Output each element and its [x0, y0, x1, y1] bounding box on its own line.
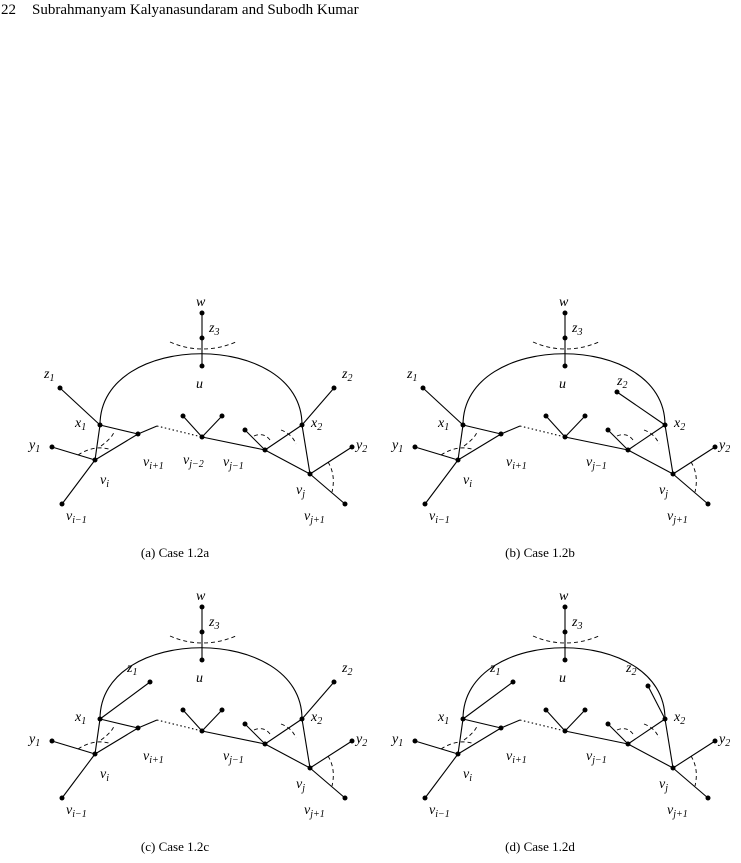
- edge-vjm2-leaf1: [546, 416, 565, 437]
- vertex-extra-3: [220, 708, 225, 713]
- edge-vi-vim1: [425, 754, 458, 798]
- vertex-extra-4: [243, 428, 248, 433]
- edge-x1-z1: [100, 682, 150, 719]
- vertex-label: $y_1$: [392, 438, 404, 455]
- vertex-vip1: [136, 726, 141, 731]
- vertex-label: $z_1$: [44, 367, 55, 384]
- edge-vjm2-leaf2: [202, 416, 222, 437]
- graph-edges: [50, 605, 355, 801]
- vertex-label: $v_{j+1}$: [304, 803, 325, 820]
- dashed-angle-x1: [464, 726, 477, 740]
- vertex-u: [200, 364, 205, 369]
- edge-x2-z2: [302, 682, 334, 719]
- edge-x2-z2: [302, 388, 334, 425]
- vertex-label: $y_2$: [356, 732, 368, 749]
- vertex-extra-6: [332, 386, 337, 391]
- dashed-angle-vi: [441, 742, 475, 749]
- vertex-vj: [308, 766, 313, 771]
- edge-vi-vim1: [425, 460, 458, 504]
- dashed-angle-z3: [170, 636, 236, 643]
- vertex-y1: [413, 445, 418, 450]
- dashed-angle-vjm1: [254, 729, 270, 734]
- vertex-x2: [300, 717, 305, 722]
- vertex-w: [563, 605, 568, 610]
- vertex-label: $v_{i-1}$: [429, 803, 450, 820]
- vertex-label: $v_j$: [296, 777, 305, 794]
- edge-vi-vim1: [62, 754, 95, 798]
- vertex-label: $x_2$: [674, 416, 686, 433]
- edge-vjm2-vjm1: [202, 437, 265, 450]
- vertex-vjp1: [343, 796, 348, 801]
- edge-vj-y2: [673, 447, 715, 474]
- edge-vj-y2: [310, 741, 352, 768]
- edge-vi-vim1: [62, 460, 95, 504]
- vertex-label: $z_3$: [572, 615, 583, 632]
- vertex-label: $z_1$: [127, 661, 138, 678]
- vertex-w: [563, 311, 568, 316]
- vertex-vi: [93, 752, 98, 757]
- figure-caption: (d) Case 1.2d: [505, 839, 575, 854]
- edge-vi1-stub: [138, 720, 157, 728]
- edge-x1-vi1: [463, 425, 501, 434]
- vertex-label: $v_i$: [100, 473, 109, 490]
- edge-vjm2-leaf2: [565, 416, 585, 437]
- vertex-label: $v_{j-1}$: [223, 455, 244, 472]
- edge-vi-vi1: [95, 434, 138, 460]
- vertex-x2: [300, 423, 305, 428]
- dashed-angle-x1: [101, 432, 114, 446]
- edge-x1-vi: [95, 719, 100, 754]
- dashed-angle-z3: [533, 636, 599, 643]
- vertex-label: w: [196, 589, 206, 604]
- vertex-x1: [461, 423, 466, 428]
- vertex-extra-3: [220, 414, 225, 419]
- edge-x1-vi1: [463, 719, 501, 728]
- vertex-label: $z_2$: [342, 661, 353, 678]
- vertex-vim1: [60, 796, 65, 801]
- vertex-z3: [563, 630, 568, 635]
- vertex-extra-4: [243, 722, 248, 727]
- vertex-x1: [98, 423, 103, 428]
- vertex-label: $v_j$: [659, 777, 668, 794]
- edge-x1-vi: [458, 719, 463, 754]
- edge-vi1-stub: [501, 426, 520, 434]
- edge-vi1-stub: [138, 426, 157, 434]
- vertex-extra-5: [148, 680, 153, 685]
- vertex-vip1: [136, 432, 141, 437]
- edge-vjm1-x2: [628, 425, 665, 450]
- figure-caption: (b) Case 1.2b: [505, 545, 575, 560]
- vertex-u: [563, 658, 568, 663]
- vertex-vi: [456, 458, 461, 463]
- vertex-label: w: [559, 295, 569, 310]
- vertex-y1: [413, 739, 418, 744]
- vertex-label: u: [559, 671, 566, 686]
- edge-vjm2-vjm1: [202, 731, 265, 744]
- vertex-label: $x_2$: [311, 416, 323, 433]
- vertex-vjp1: [706, 502, 711, 507]
- vertex-label: $x_1$: [75, 416, 87, 433]
- vertex-label: $v_{j-1}$: [586, 749, 607, 766]
- vertex-label: $z_2$: [626, 661, 637, 678]
- edge-vi-y1: [415, 447, 458, 460]
- panel-case-1-2a: [27, 295, 367, 560]
- vertex-extra-1: [263, 448, 268, 453]
- vertex-label: $z_3$: [209, 615, 220, 632]
- edge-x2-vj: [302, 719, 310, 768]
- vertex-extra-2: [181, 414, 186, 419]
- edge-vjm2-leaf1: [546, 710, 565, 731]
- vertex-vj: [308, 472, 313, 477]
- vertex-vim1: [423, 796, 428, 801]
- dashed-angle-vj: [691, 756, 696, 786]
- vertex-label: $z_1$: [407, 367, 418, 384]
- vertex-x1: [98, 717, 103, 722]
- vertex-extra-4: [606, 428, 611, 433]
- panel-case-1-2c: [27, 589, 367, 854]
- edge-vi-y1: [52, 447, 95, 460]
- vertex-extra-3: [583, 414, 588, 419]
- vertex-label: $x_2$: [674, 710, 686, 727]
- vertex-label: $v_{i+1}$: [506, 749, 527, 766]
- vertex-vjp1: [343, 502, 348, 507]
- vertex-extra-5: [511, 680, 516, 685]
- edge-x1-z1: [463, 682, 513, 719]
- dashed-angle-vj: [328, 462, 333, 492]
- vertex-label: $z_1$: [490, 661, 501, 678]
- edge-x1-vi1: [100, 719, 138, 728]
- dashed-angle-x1: [101, 726, 114, 740]
- panel-case-1-2d: [390, 589, 730, 854]
- graph-edges: [413, 605, 718, 801]
- vertex-vim1: [423, 502, 428, 507]
- edge-vjm2-leaf1: [183, 710, 202, 731]
- vertex-vip1: [499, 432, 504, 437]
- vertex-extra-5: [421, 386, 426, 391]
- edge-vjm2-leaf2: [202, 710, 222, 731]
- edge-dotted: [157, 720, 202, 731]
- edge-vi1-stub: [501, 720, 520, 728]
- vertex-label: $v_{i-1}$: [66, 803, 87, 820]
- vertex-label: $v_{i+1}$: [143, 749, 164, 766]
- edge-x1-vi: [95, 425, 100, 460]
- vertex-z3: [563, 336, 568, 341]
- vertex-label: $z_3$: [572, 321, 583, 338]
- edge-dotted: [520, 426, 565, 437]
- vertex-label: $y_1$: [29, 732, 41, 749]
- vertex-extra-1: [626, 448, 631, 453]
- vertex-extra-6: [332, 680, 337, 685]
- vertex-label: $v_{j-1}$: [223, 749, 244, 766]
- edge-vi-vi1: [458, 728, 501, 754]
- vertex-y1: [50, 445, 55, 450]
- vertex-label: u: [196, 377, 203, 392]
- dashed-angle-x2: [281, 430, 296, 444]
- vertex-label: $v_j$: [296, 483, 305, 500]
- edge-vjm2-vjm1: [565, 731, 628, 744]
- vertex-label: u: [559, 377, 566, 392]
- vertex-label: $v_i$: [100, 767, 109, 784]
- vertex-x2: [663, 423, 668, 428]
- edge-vi-vi1: [458, 434, 501, 460]
- dashed-angle-x2: [644, 724, 659, 738]
- vertex-label: w: [196, 295, 206, 310]
- vertex-label: w: [559, 589, 569, 604]
- vertex-label: $x_1$: [438, 710, 450, 727]
- edge-x1-vi1: [100, 425, 138, 434]
- vertex-label: $z_3$: [209, 321, 220, 338]
- edge-vjm1-x2: [265, 425, 302, 450]
- edge-vi-vi1: [95, 728, 138, 754]
- vertex-extra-2: [181, 708, 186, 713]
- vertex-extra-2: [544, 414, 549, 419]
- vertex-y2: [713, 739, 718, 744]
- vertex-vi: [456, 752, 461, 757]
- vertex-y1: [50, 739, 55, 744]
- edge-vjm1-x2: [628, 719, 665, 744]
- dashed-angle-x2: [281, 724, 296, 738]
- dashed-angle-vj: [328, 756, 333, 786]
- vertex-label: $y_2$: [356, 438, 368, 455]
- figure-caption: (a) Case 1.2a: [140, 545, 210, 560]
- edge-vj-vjp1: [673, 768, 708, 798]
- vertex-label: $y_1$: [29, 438, 41, 455]
- vertex-x1: [461, 717, 466, 722]
- vertex-extra-0: [200, 435, 205, 440]
- edge-vjm2-vjm1: [565, 437, 628, 450]
- vertex-extra-1: [263, 742, 268, 747]
- vertex-label: $v_{i-1}$: [429, 509, 450, 526]
- edge-vjm1-vj: [265, 450, 310, 474]
- dashed-angle-x2: [644, 430, 659, 444]
- edge-vj-vjp1: [310, 768, 345, 798]
- edge-x2-vj: [665, 425, 673, 474]
- vertex-label: $v_{j+1}$: [304, 509, 325, 526]
- graph-edges: [413, 311, 718, 507]
- vertex-extra-2: [544, 708, 549, 713]
- vertex-extra-6: [615, 390, 620, 395]
- vertex-label: $y_1$: [392, 732, 404, 749]
- vertex-z3: [200, 630, 205, 635]
- vertex-w: [200, 605, 205, 610]
- vertex-label: $z_2$: [617, 374, 628, 391]
- vertex-extra-0: [563, 435, 568, 440]
- edge-vjm1-vj: [628, 744, 673, 768]
- dashed-angle-z3: [170, 342, 236, 349]
- vertex-extra-0: [200, 729, 205, 734]
- edge-vjm1-vj: [265, 744, 310, 768]
- vertex-u: [200, 658, 205, 663]
- vertex-extra-5: [58, 386, 63, 391]
- vertex-extra-6: [646, 684, 651, 689]
- dashed-angle-z3: [533, 342, 599, 349]
- vertex-vip1: [499, 726, 504, 731]
- vertex-label: $v_{j+1}$: [667, 509, 688, 526]
- edge-vjm1-x2: [265, 719, 302, 744]
- edge-dotted: [520, 720, 565, 731]
- vertex-extra-0: [563, 729, 568, 734]
- page-number: 22: [1, 2, 16, 18]
- vertex-label: $v_i$: [463, 767, 472, 784]
- graph-edges: [50, 311, 355, 507]
- vertex-w: [200, 311, 205, 316]
- edge-vjm2-leaf2: [565, 710, 585, 731]
- vertex-extra-4: [606, 722, 611, 727]
- vertex-label: $v_{j+1}$: [667, 803, 688, 820]
- vertex-vi: [93, 458, 98, 463]
- running-head-authors: Subrahmanyam Kalyanasundaram and Subodh Kumar: [32, 2, 359, 18]
- vertex-u: [563, 364, 568, 369]
- vertex-y2: [350, 739, 355, 744]
- vertex-extra-1: [626, 742, 631, 747]
- vertex-vj: [671, 766, 676, 771]
- dashed-angle-vjm1: [617, 435, 633, 440]
- vertex-label: $v_{i+1}$: [506, 455, 527, 472]
- edge-x1-vi: [458, 425, 463, 460]
- vertex-y2: [713, 445, 718, 450]
- panel-case-1-2b: [390, 295, 730, 560]
- dashed-angle-vjm1: [254, 435, 270, 440]
- vertex-label: u: [196, 671, 203, 686]
- edge-vi-y1: [415, 741, 458, 754]
- edge-x2-vj: [302, 425, 310, 474]
- dashed-angle-vi: [78, 448, 112, 455]
- vertex-vj: [671, 472, 676, 477]
- vertex-label: $z_2$: [342, 367, 353, 384]
- edge-x2-vj: [665, 719, 673, 768]
- vertex-label: $v_{j-2}$: [183, 453, 204, 470]
- vertex-label: $v_{i+1}$: [143, 455, 164, 472]
- vertex-z3: [200, 336, 205, 341]
- dashed-angle-vi: [441, 448, 475, 455]
- vertex-label: $v_i$: [463, 473, 472, 490]
- vertex-label: $y_2$: [719, 438, 731, 455]
- figure-caption: (c) Case 1.2c: [140, 839, 210, 854]
- vertex-label: $x_2$: [311, 710, 323, 727]
- edge-vjm2-leaf1: [183, 416, 202, 437]
- vertex-label: $x_1$: [75, 710, 87, 727]
- edge-vj-y2: [673, 741, 715, 768]
- vertex-vim1: [60, 502, 65, 507]
- vertex-label: $y_2$: [719, 732, 731, 749]
- vertex-label: $v_{j-1}$: [586, 455, 607, 472]
- vertex-x2: [663, 717, 668, 722]
- vertex-vjp1: [706, 796, 711, 801]
- edge-vj-y2: [310, 447, 352, 474]
- edge-vj-vjp1: [310, 474, 345, 504]
- vertex-label: $v_j$: [659, 483, 668, 500]
- edge-vj-vjp1: [673, 474, 708, 504]
- dashed-angle-vi: [78, 742, 112, 749]
- dashed-angle-x1: [464, 432, 477, 446]
- edge-dotted: [157, 426, 202, 437]
- vertex-extra-3: [583, 708, 588, 713]
- edge-vi-y1: [52, 741, 95, 754]
- dashed-angle-vj: [691, 462, 696, 492]
- dashed-angle-vjm1: [617, 729, 633, 734]
- edge-vjm1-vj: [628, 450, 673, 474]
- vertex-label: $x_1$: [438, 416, 450, 433]
- vertex-label: $v_{i-1}$: [66, 509, 87, 526]
- vertex-y2: [350, 445, 355, 450]
